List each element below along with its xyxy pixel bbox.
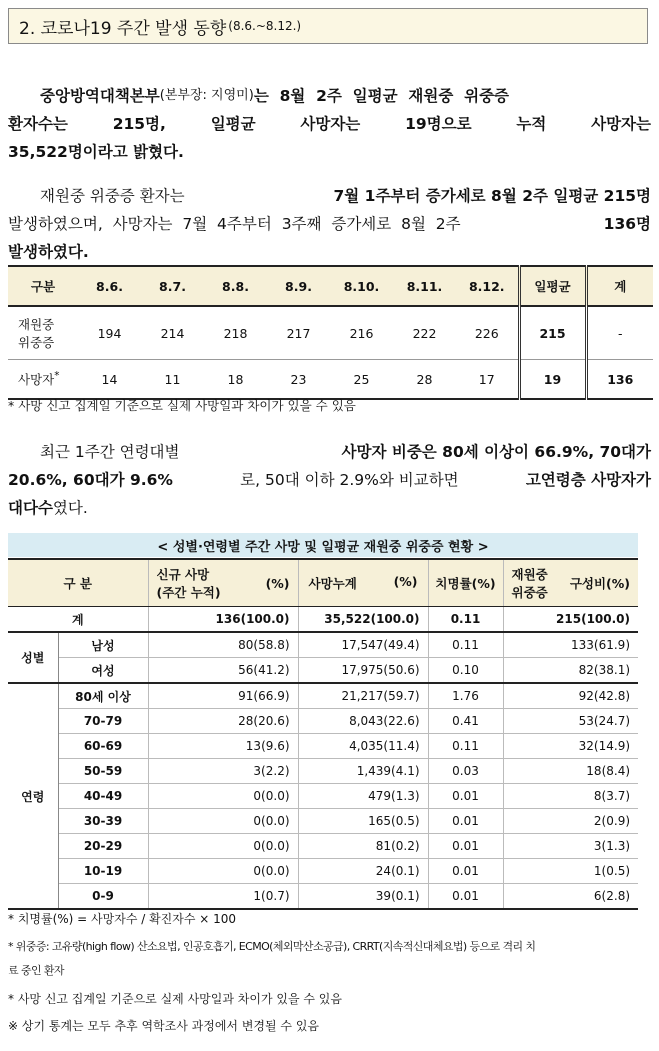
cell-cum: 1,439(4.1) (298, 759, 428, 784)
footnote-critical-a: * 위중증: 고유량(high flow) 산소요법, 인공호흡기, ECMO(체외막산소공급), CRRT(지속적신대체요법) 등으로 격리 치 (8, 940, 536, 953)
table-row (8, 809, 638, 834)
cell-cfr: 0.11 (428, 734, 503, 759)
table-row (8, 734, 638, 759)
daily-table (8, 265, 653, 400)
table-row (8, 632, 638, 658)
table1-note: * 사망 신고 집계일 기준으로 실제 사망일과 차이가 있을 수 있음 (8, 398, 356, 413)
footnote-critical-b: 료 중인 환자 (8, 964, 64, 977)
para3-line3-b: 였다. (52, 499, 88, 517)
row-label (8, 306, 78, 360)
cell-cfr: 0.10 (428, 658, 503, 684)
total-row (8, 607, 638, 633)
cell-icu: 6(2.8) (503, 884, 638, 910)
group-age: 연령 (8, 683, 58, 909)
row-label (8, 360, 78, 400)
section-title: 2. 코로나19 주간 발생 동향 (19, 18, 227, 39)
cell-cum: 39(0.1) (298, 884, 428, 910)
header-cum-death (298, 559, 428, 607)
cell-icu: 32(14.9) (503, 734, 638, 759)
para1-word: 사망자는 (591, 115, 651, 133)
table-cell: 18 (204, 360, 267, 400)
header-cell: 8.8. (204, 266, 267, 306)
cell-new: 56(41.2) (148, 658, 298, 684)
table-cell: 218 (204, 306, 267, 360)
cell-new: 80(58.8) (148, 632, 298, 658)
cell-cfr: 0.01 (428, 784, 503, 809)
para3-line2-b: 로, 50대 이하 2.9%와 비교하면 (240, 471, 459, 489)
row-label: 70-79 (58, 709, 148, 734)
header-icu-sub: 위중증 (511, 585, 548, 600)
cell-icu: 92(42.8) (503, 683, 638, 709)
table-cell: 23 (267, 360, 330, 400)
row-label-line: 위중증 (18, 335, 55, 350)
para2-line2-b: 136명 (603, 215, 651, 233)
table-row (8, 683, 638, 709)
table-row (8, 834, 638, 859)
cell-new: 0(0.0) (148, 784, 298, 809)
daily-table-header (8, 266, 653, 306)
cell-new: 0(0.0) (148, 809, 298, 834)
row-label: 10-19 (58, 859, 148, 884)
table-cell-total: 136 (586, 360, 653, 400)
cell-icu: 53(24.7) (503, 709, 638, 734)
section-heading (8, 8, 648, 44)
footnote-report-date: * 사망 신고 집계일 기준으로 실제 사망일과 차이가 있을 수 있음 (8, 992, 342, 1006)
table-cell: 216 (330, 306, 393, 360)
table-cell: 14 (78, 360, 141, 400)
paragraph-3 (8, 438, 651, 522)
row-label: 60-69 (58, 734, 148, 759)
para3-line1-a: 최근 1주간 연령대별 (40, 443, 180, 461)
header-cum-death-label: 사망누계 (308, 576, 357, 591)
cell-cum: 479(1.3) (298, 784, 428, 809)
cell-icu: 82(38.1) (503, 658, 638, 684)
table-row (8, 759, 638, 784)
sex-age-table (8, 558, 638, 910)
para1-word: 일평균 (210, 115, 256, 133)
header-cell: 8.11. (393, 266, 456, 306)
table-cell: 222 (393, 306, 456, 360)
table-cell-avg: 215 (519, 306, 586, 360)
para1-word: 누적 (516, 115, 547, 133)
cell-cum: 17,975(50.6) (298, 658, 428, 684)
header-cell: 8.12. (456, 266, 519, 306)
row-label: 40-49 (58, 784, 148, 809)
cell-cfr: 0.01 (428, 859, 503, 884)
cell-cum: 4,035(11.4) (298, 734, 428, 759)
total-label: 계 (8, 607, 148, 633)
header-new-death (148, 559, 298, 607)
table-row (8, 884, 638, 910)
header-icu (503, 559, 638, 607)
para1-line2 (8, 110, 651, 138)
cell-new: 3(2.2) (148, 759, 298, 784)
para1-agency: 중앙방역대책본부 (40, 87, 160, 105)
para1-word: 환자수는 (8, 115, 68, 133)
header-new-death-pct: (%) (265, 575, 290, 591)
para1-word: 사망자는 (300, 115, 361, 133)
header-cum-death-pct: (%) (393, 574, 418, 589)
table-cell: 226 (456, 306, 519, 360)
header-new-death-sub: (주간 누적) (156, 585, 221, 600)
cell-cfr: 0.01 (428, 809, 503, 834)
header-cell: 8.7. (141, 266, 204, 306)
cell-cfr: 0.01 (428, 834, 503, 859)
row-label-text: 사망자 (18, 372, 55, 388)
header-gubun: 구 분 (8, 559, 148, 607)
footnote-subject-to-change: ※ 상기 통계는 모두 추후 역학조사 과정에서 변경될 수 있음 (8, 1019, 320, 1033)
header-icu-ratio: 구성비(%) (569, 576, 631, 591)
para2-line1-a: 재원중 위중증 환자는 (40, 187, 185, 205)
header-icu-label: 재원중 (511, 567, 548, 582)
table-cell: 214 (141, 306, 204, 360)
table-cell: 194 (78, 306, 141, 360)
cell-cum: 81(0.2) (298, 834, 428, 859)
row-label: 30-39 (58, 809, 148, 834)
para1-line3: 35,522명이라고 밝혔다. (8, 143, 184, 161)
table2-header (8, 559, 638, 607)
table-row (8, 360, 653, 400)
para2-line1-b: 7월 1주부터 증가세로 8월 2주 일평균 215명 (333, 187, 651, 205)
row-label-mark: * (54, 369, 60, 382)
row-label: 남성 (58, 632, 148, 658)
para2-line2-a: 발생하였으며, 사망자는 7월 4주부터 3주째 증가세로 8월 2주 (8, 215, 461, 233)
cell-new: 0(0.0) (148, 834, 298, 859)
cell-new: 28(20.6) (148, 709, 298, 734)
table-row (8, 306, 653, 360)
cell-new: 91(66.9) (148, 683, 298, 709)
section-date: (8.6.~8.12.) (228, 19, 302, 33)
cell-icu: 133(61.9) (503, 632, 638, 658)
cell-icu: 8(3.7) (503, 784, 638, 809)
row-label: 여성 (58, 658, 148, 684)
table-cell-avg: 19 (519, 360, 586, 400)
table-row (8, 859, 638, 884)
para1-director: (본부장: 지영미) (159, 88, 254, 103)
paragraph-1 (8, 82, 651, 166)
para3-line3-a: 대다수 (8, 499, 53, 517)
cell-cfr: 0.01 (428, 884, 503, 910)
table-cell: 11 (141, 360, 204, 400)
row-label: 20-29 (58, 834, 148, 859)
row-label: 80세 이상 (58, 683, 148, 709)
para2-line3: 발생하였다. (8, 243, 89, 261)
cell-cum: 165(0.5) (298, 809, 428, 834)
table-cell: 217 (267, 306, 330, 360)
header-cell: 계 (586, 266, 653, 306)
total-cfr: 0.11 (428, 607, 503, 633)
total-icu: 215(100.0) (503, 607, 638, 633)
table-cell: 17 (456, 360, 519, 400)
header-cell: 8.10. (330, 266, 393, 306)
cell-icu: 1(0.5) (503, 859, 638, 884)
table-cell: 25 (330, 360, 393, 400)
cell-cum: 21,217(59.7) (298, 683, 428, 709)
para3-line2-c: 고연령층 사망자가 (525, 471, 651, 489)
cell-cum: 24(0.1) (298, 859, 428, 884)
row-label: 0-9 (58, 884, 148, 910)
cell-cfr: 1.76 (428, 683, 503, 709)
header-cell: 8.9. (267, 266, 330, 306)
table-cell-total: - (586, 306, 653, 360)
header-new-death-label: 신규 사망 (156, 567, 210, 582)
header-cell: 8.6. (78, 266, 141, 306)
header-cell: 구분 (8, 266, 78, 306)
table2-title: < 성별·연령별 주간 사망 및 일평균 재원중 위중증 현황 > (8, 533, 638, 557)
header-cell: 일평균 (519, 266, 586, 306)
para3-line1-b: 사망자 비중은 80세 이상이 66.9%, 70대가 (341, 443, 651, 461)
cell-new: 1(0.7) (148, 884, 298, 910)
row-label: 50-59 (58, 759, 148, 784)
footnote-cfr: * 치명률(%) = 사망자수 / 확진자수 × 100 (8, 912, 237, 926)
cell-icu: 3(1.3) (503, 834, 638, 859)
cell-new: 0(0.0) (148, 859, 298, 884)
table-row (8, 658, 638, 684)
total-cum: 35,522(100.0) (298, 607, 428, 633)
table-row (8, 784, 638, 809)
table-cell: 28 (393, 360, 456, 400)
paragraph-2 (8, 182, 651, 266)
cell-cfr: 0.41 (428, 709, 503, 734)
cell-cum: 8,043(22.6) (298, 709, 428, 734)
para1-word: 215명, (112, 115, 166, 133)
total-new: 136(100.0) (148, 607, 298, 633)
header-cfr: 치명률(%) (428, 559, 503, 607)
cell-cum: 17,547(49.4) (298, 632, 428, 658)
cell-cfr: 0.03 (428, 759, 503, 784)
table-row (8, 709, 638, 734)
row-label-line: 재원중 (18, 317, 55, 332)
group-sex: 성별 (8, 632, 58, 683)
para1-word: 19명으로 (405, 115, 472, 133)
cell-icu: 2(0.9) (503, 809, 638, 834)
para3-line2-a: 20.6%, 60대가 9.6% (8, 471, 173, 489)
cell-cfr: 0.11 (428, 632, 503, 658)
cell-icu: 18(8.4) (503, 759, 638, 784)
para1-line1-rest: 는 8월 2주 일평균 재원중 위중증 (253, 87, 510, 105)
cell-new: 13(9.6) (148, 734, 298, 759)
